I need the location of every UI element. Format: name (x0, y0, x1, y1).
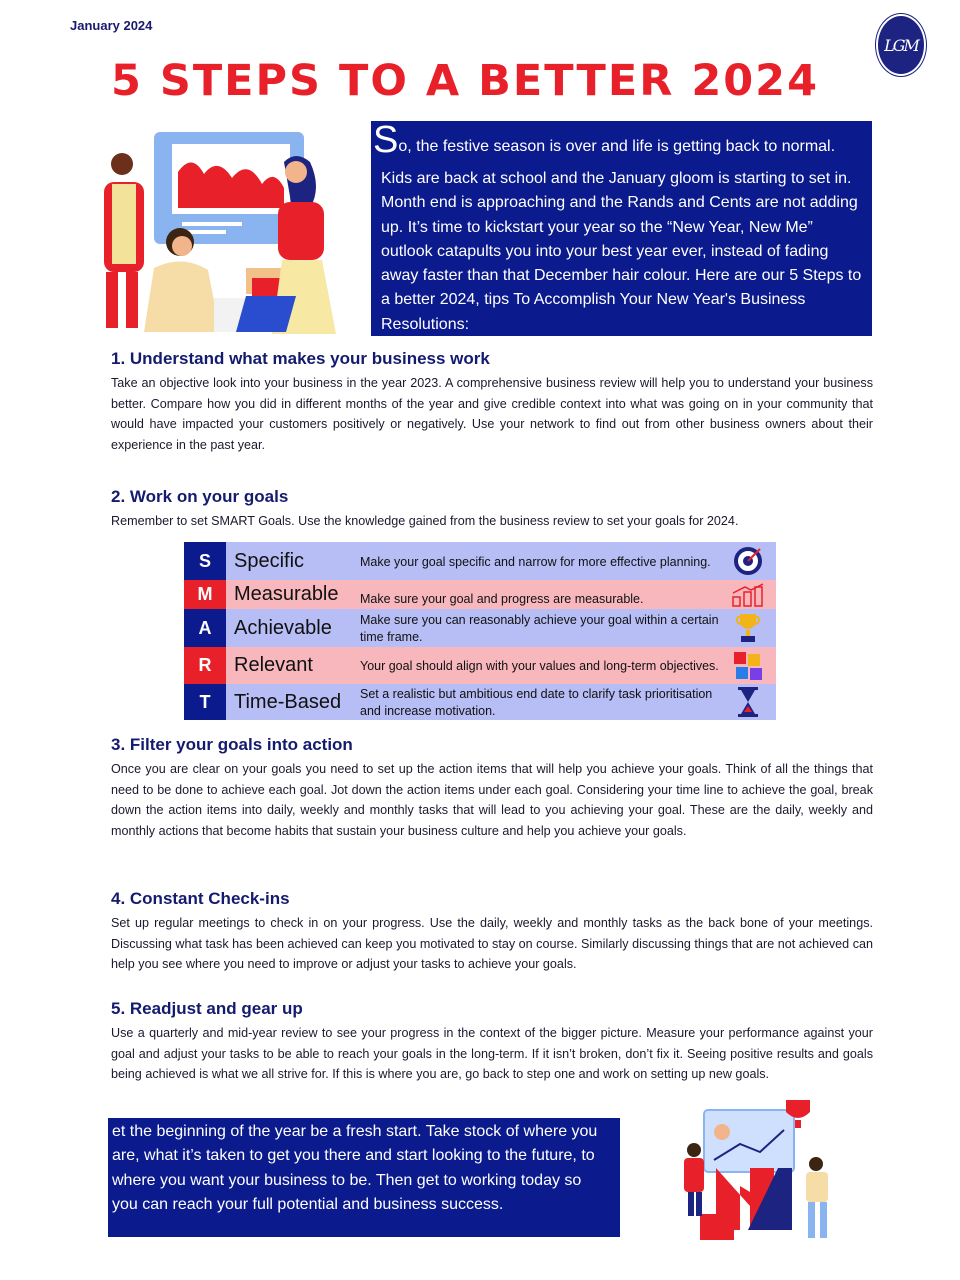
smart-word: Achievable (234, 616, 332, 639)
smart-desc: Make sure you can reasonably achieve your goal within a certain time frame. (360, 613, 719, 644)
smart-letter: A (184, 609, 226, 647)
smart-word: Specific (234, 549, 305, 572)
smart-body (226, 684, 776, 720)
intro-first-line (373, 119, 862, 161)
smart-desc: Make your goal specific and narrow for more effective planning. (360, 554, 711, 569)
section-body: Once you are clear on your goals you need to set up the action items that will help you achieve your goals. Think of all the things that need to be done to achieve each goal. Jot down the action items under each goal. Considering your time line to achieve the goal, break down the action items into daily, weekly and monthly tasks that will lead to you achieving your goal. These are the daily, weekly and monthly actions that become habits that sustain your business culture and help you achieve your goals. (111, 762, 873, 838)
section-3 (111, 734, 873, 841)
section-body: Set up regular meetings to check in on your progress. Use the daily, weekly and monthly tasks as the back bone of your meetings. Discussing what task has been achieved can keep you motivated to stay on course. Similarly discussing things that are not achieved can help you see where you need to improve or adjust your tasks to achieve your goals. (111, 916, 873, 972)
section-1 (111, 348, 873, 455)
outro-body: et the beginning of the year be a fresh start. Take stock of where you are, what it’s taken to get you there and start looking to the future, to where you want your business to be. Then get to working today so you can reach your full potential and business success. (112, 1123, 598, 1213)
section-body: Take an objective look into your business in the year 2023. A comprehensive business review will help you to understand your business better. Compare how you did in different months of the year and give credible context into what was going on in your community that would have impacted your customers positively or negatively. Use your network to find out from other business owners about their experience in the past year. (111, 376, 873, 452)
smart-desc: Make sure your goal and progress are measurable. (360, 592, 644, 606)
section-heading: 3. Filter your goals into action (111, 735, 353, 754)
team-meeting-illustration (96, 128, 358, 338)
section-heading: 4. Constant Check-ins (111, 889, 290, 908)
smart-word: Relevant (234, 654, 313, 676)
trophy-icon (720, 612, 776, 644)
section-5 (111, 998, 873, 1085)
smart-body (226, 609, 776, 647)
target-icon (720, 546, 776, 576)
section-body: Use a quarterly and mid-year review to see your progress in the context of the bigger picture. Measure your performance against your goal and adjust your tasks to be able to reach your goals in the long-term. If it isn’t broken, don’t fix it. Seeing positive results and goals being achieved is what we all strive for. If this is where you are, go back to step one and work on setting up new goals. (111, 1026, 873, 1082)
smart-row-specific (184, 542, 776, 580)
goal-achievement-illustration (670, 1094, 860, 1246)
smart-desc: Set a realistic but ambitious end date to clarify task prioritisation and increase motivation. (360, 687, 713, 718)
intro-callout (371, 121, 872, 336)
smart-letter: T (184, 684, 226, 720)
section-heading: 5. Readjust and gear up (111, 999, 303, 1018)
section-4 (111, 888, 873, 975)
issue-date: January 2024 (70, 18, 153, 33)
hourglass-icon (720, 686, 776, 718)
smart-desc: Your goal should align with your values and long-term objectives. (360, 659, 719, 673)
intro-opening: o, the festive season is over and life is getting back to normal. (398, 138, 836, 155)
page-title: 5 STEPS TO A BETTER 2024 (110, 56, 820, 106)
smart-letter: M (184, 580, 226, 609)
section-body: Remember to set SMART Goals. Use the knowledge gained from the business review to set your goals for 2024. (111, 514, 739, 528)
smart-row-time-based (184, 684, 776, 720)
smart-body (226, 580, 776, 609)
section-heading: 1. Understand what makes your business work (111, 349, 490, 368)
smart-letter: R (184, 647, 226, 684)
smart-letter: S (184, 542, 226, 580)
smart-row-relevant (184, 647, 776, 684)
outro-callout (108, 1118, 620, 1237)
smart-body (226, 542, 776, 580)
smart-word: Measurable (234, 583, 339, 605)
smart-goals-table (184, 542, 776, 720)
smart-body (226, 647, 776, 684)
drop-cap: S (373, 119, 399, 161)
section-heading: 2. Work on your goals (111, 487, 289, 506)
bar-chart-icon (720, 583, 776, 607)
smart-row-measurable (184, 580, 776, 609)
puzzle-icon (720, 650, 776, 682)
section-2 (111, 486, 873, 532)
logo-monogram: LGM (884, 35, 918, 55)
smart-row-achievable (184, 609, 776, 647)
smart-word: Time-Based (234, 690, 342, 713)
intro-body: Kids are back at school and the January gloom is starting to set in. Month end is approaching and the Rands and Cents are not adding up. It’s time to kickstart your year so the “New Year, New Me” outlook catapults you into your best year ever, instead of fading away faster than that December hair colour. Here are our 5 Steps to a better 2024, tips To Accomplish Your New Year's Business Resolutions: (381, 170, 862, 333)
